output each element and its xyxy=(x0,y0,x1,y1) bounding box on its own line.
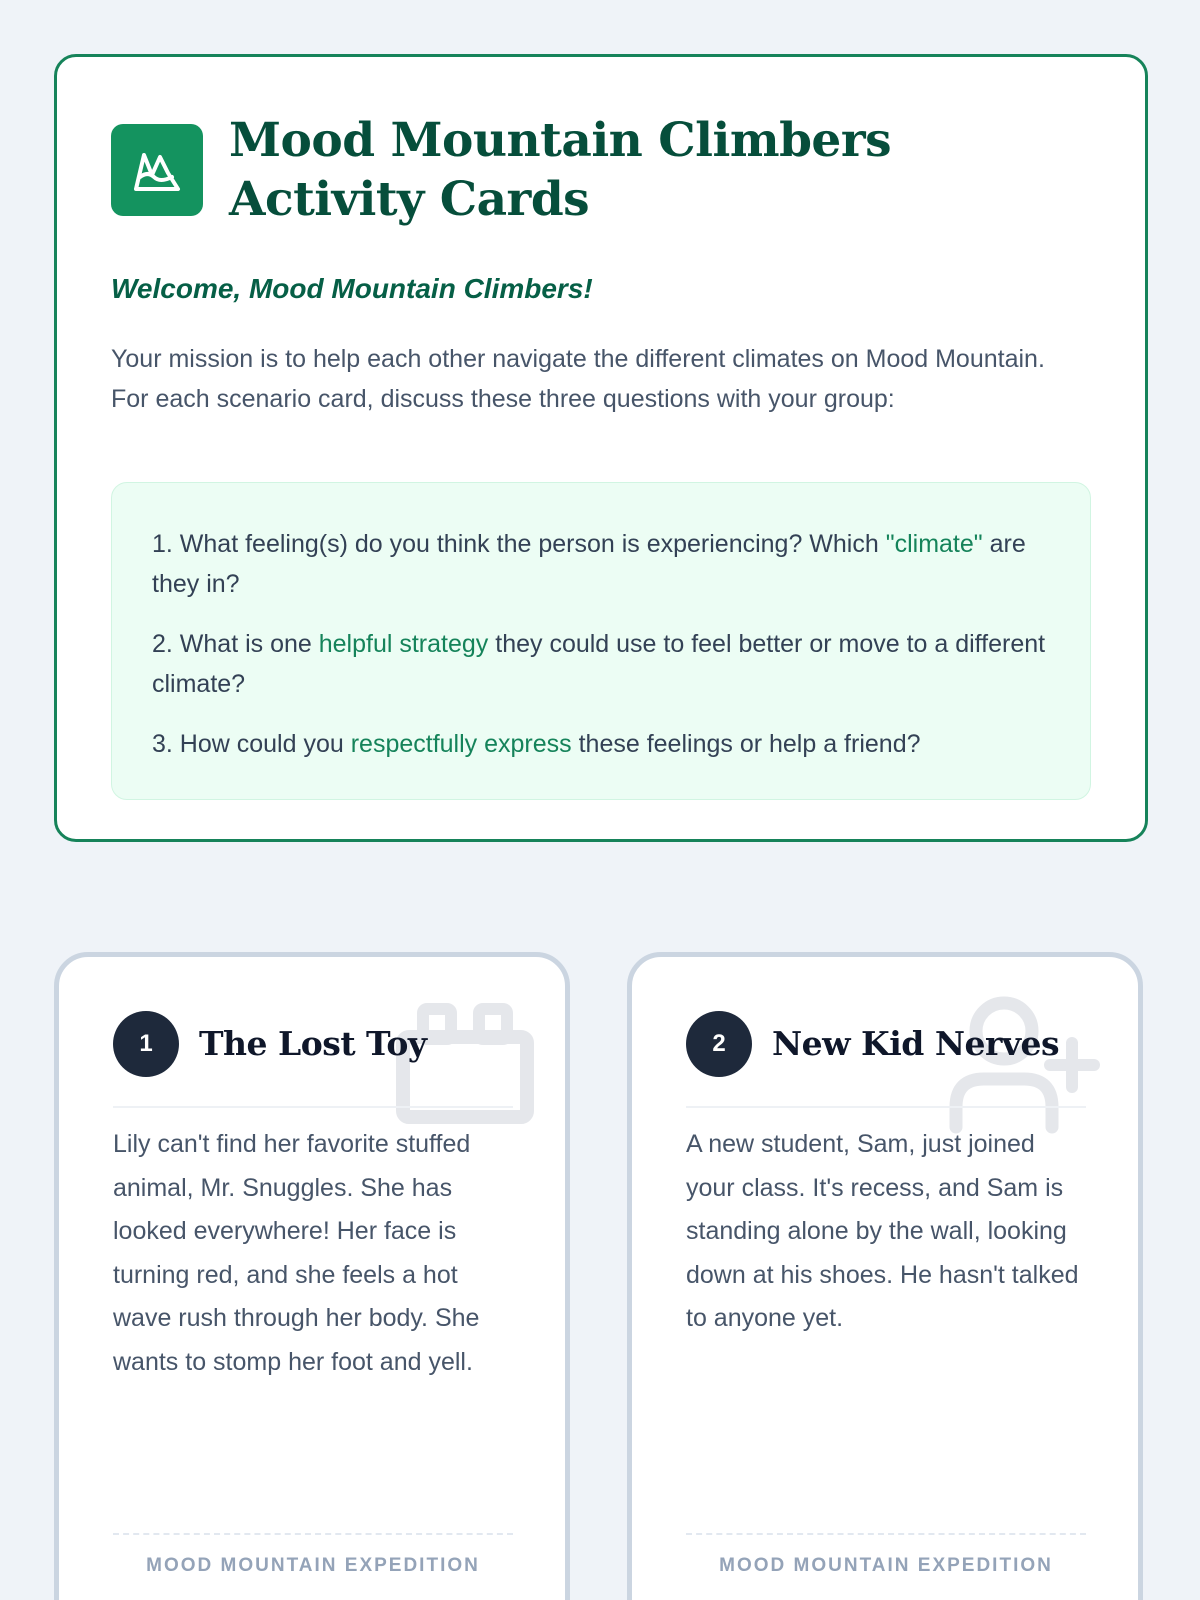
card-footer-divider xyxy=(686,1533,1086,1535)
question-text: they could use to feel better or move to a different climate? xyxy=(152,630,1046,698)
card-scenario-text: Lily can't find her favorite stuffed animal, Mr. Snuggles. She has looked everywhere! Her face is turning red, and she feels a hot wave rush through her body. She wants to stomp her foot and yell. xyxy=(113,1130,480,1376)
question-text: are they in? xyxy=(152,530,1026,598)
question-text: 2. What is one xyxy=(152,630,319,658)
card-footer: MOOD MOUNTAIN EXPEDITION xyxy=(719,1555,1053,1576)
question-text: 3. How could you xyxy=(152,730,351,758)
question-highlight: "climate" xyxy=(885,530,983,558)
scenario-card xyxy=(627,952,1143,1600)
mountain-icon xyxy=(111,124,203,216)
question-item xyxy=(152,624,1062,704)
card-footer: MOOD MOUNTAIN EXPEDITION xyxy=(146,1555,480,1576)
mission-text: Your mission is to help each other navigate the different climates on Mood Mountain. For each scenario card, discuss these three questions with your group: xyxy=(111,345,1045,413)
questions-box xyxy=(111,482,1091,800)
question-text: 1. What feeling(s) do you think the person is experiencing? Which xyxy=(152,530,886,558)
card-title: The Lost Toy xyxy=(199,1024,427,1063)
card-scenario-text: A new student, Sam, just joined your class. It's recess, and Sam is standing alone by the wall, looking down at his shoes. He hasn't talked to anyone yet. xyxy=(686,1130,1079,1332)
welcome-heading: Welcome, Mood Mountain Climbers! xyxy=(111,273,593,304)
card-divider xyxy=(686,1106,1086,1108)
question-text: these feelings or help a friend? xyxy=(571,730,921,758)
question-item xyxy=(152,524,1062,604)
page-title: Mood Mountain Climbers Activity Cards xyxy=(229,113,892,227)
card-number-badge: 1 xyxy=(113,1011,179,1077)
card-divider xyxy=(113,1106,513,1108)
card-footer-divider xyxy=(113,1533,513,1535)
question-highlight: respectfully express xyxy=(350,730,572,758)
intro-card xyxy=(54,54,1148,842)
card-title: New Kid Nerves xyxy=(772,1024,1060,1063)
card-number-badge: 2 xyxy=(686,1011,752,1077)
scenario-card xyxy=(54,952,570,1600)
question-highlight: helpful strategy xyxy=(318,630,489,658)
question-item xyxy=(152,724,1062,764)
